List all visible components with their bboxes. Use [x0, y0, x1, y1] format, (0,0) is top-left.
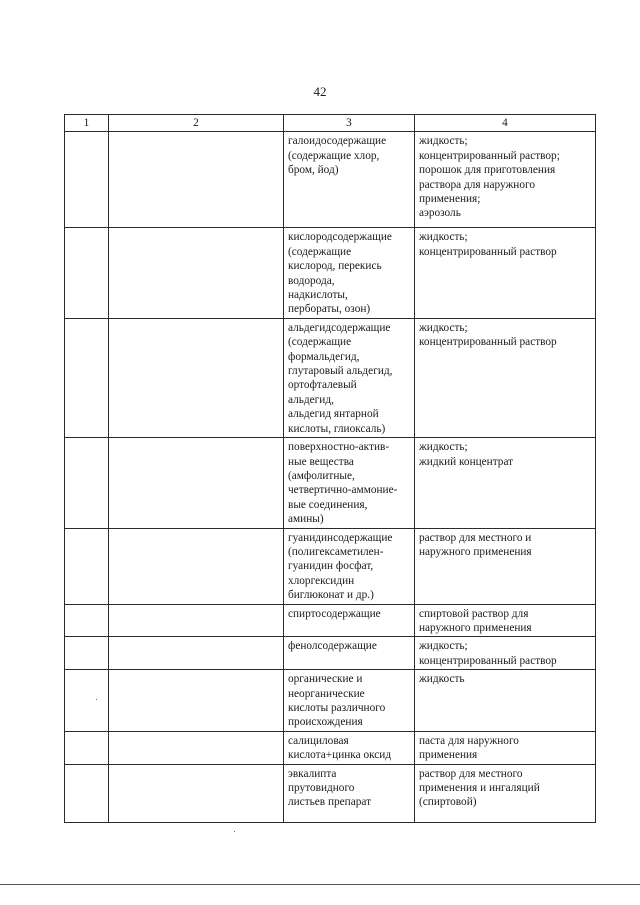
scan-edge-line	[0, 884, 640, 885]
table-row	[65, 438, 596, 528]
cell-dosage-form: раствор для местного применения и ингаляций (спиртовой)	[415, 764, 596, 822]
cell-group	[109, 228, 284, 318]
cell-number	[65, 438, 109, 528]
column-header-2: 2	[109, 115, 284, 132]
cell-number	[65, 637, 109, 670]
cell-dosage-form: жидкость	[415, 670, 596, 732]
cell-number	[65, 604, 109, 637]
cell-number	[65, 670, 109, 732]
cell-dosage-form: раствор для местного и наружного применения	[415, 528, 596, 604]
column-header-1: 1	[65, 115, 109, 132]
cell-substance: поверхностно-актив- ные вещества (амфолитные, четвертично-аммоние- вые соединения, амины)	[284, 438, 415, 528]
table-row	[65, 764, 596, 822]
cell-substance: кислородсодержащие (содержащие кислород, перекись водорода, надкислоты, пербораты, озон)	[284, 228, 415, 318]
cell-substance: фенолсодержащие	[284, 637, 415, 670]
table-row	[65, 318, 596, 437]
page-number: 42	[313, 84, 327, 99]
cell-substance: галоидосодержащие (содержащие хлор, бром, йод)	[284, 132, 415, 228]
cell-group	[109, 604, 284, 637]
table-row	[65, 228, 596, 318]
cell-number	[65, 731, 109, 764]
cell-number	[65, 228, 109, 318]
cell-dosage-form: спиртовой раствор для наружного применения	[415, 604, 596, 637]
scan-speck	[234, 831, 235, 832]
cell-substance: альдегидсодержащие (содержащие формальдегид, глутаровый альдегид, ортофталевый альдегид, альдегид янтарной кислоты, глиоксаль)	[284, 318, 415, 437]
cell-group	[109, 438, 284, 528]
cell-number	[65, 764, 109, 822]
document-table	[64, 114, 596, 823]
table-row	[65, 731, 596, 764]
cell-group	[109, 764, 284, 822]
cell-substance: органические и неорганические кислоты различного происхождения	[284, 670, 415, 732]
table-row	[65, 637, 596, 670]
column-header-4: 4	[415, 115, 596, 132]
cell-group	[109, 731, 284, 764]
cell-dosage-form: жидкость; концентрированный раствор	[415, 318, 596, 437]
cell-group	[109, 318, 284, 437]
cell-substance: гуанидинсодержащие (полигексаметилен- гуанидин фосфат, хлоргексидин биглюконат и др.)	[284, 528, 415, 604]
cell-number	[65, 528, 109, 604]
table-row	[65, 604, 596, 637]
cell-group	[109, 637, 284, 670]
column-header-3: 3	[284, 115, 415, 132]
cell-substance: эвкалипта прутовидного листьев препарат	[284, 764, 415, 822]
cell-group	[109, 528, 284, 604]
cell-dosage-form: жидкость; концентрированный раствор	[415, 228, 596, 318]
cell-group	[109, 670, 284, 732]
table-row	[65, 132, 596, 228]
table-row	[65, 528, 596, 604]
table-row	[65, 670, 596, 732]
cell-dosage-form: жидкость; концентрированный раствор; порошок для приготовления раствора для наружного применения; аэрозоль	[415, 132, 596, 228]
cell-dosage-form: паста для наружного применения	[415, 731, 596, 764]
cell-number	[65, 318, 109, 437]
cell-dosage-form: жидкость; жидкий концентрат	[415, 438, 596, 528]
cell-group	[109, 132, 284, 228]
cell-dosage-form: жидкость; концентрированный раствор	[415, 637, 596, 670]
table-header-row	[65, 115, 596, 132]
cell-number	[65, 132, 109, 228]
cell-substance: спиртосодержащие	[284, 604, 415, 637]
cell-substance: салициловая кислота+цинка оксид	[284, 731, 415, 764]
scan-speck	[96, 699, 97, 700]
